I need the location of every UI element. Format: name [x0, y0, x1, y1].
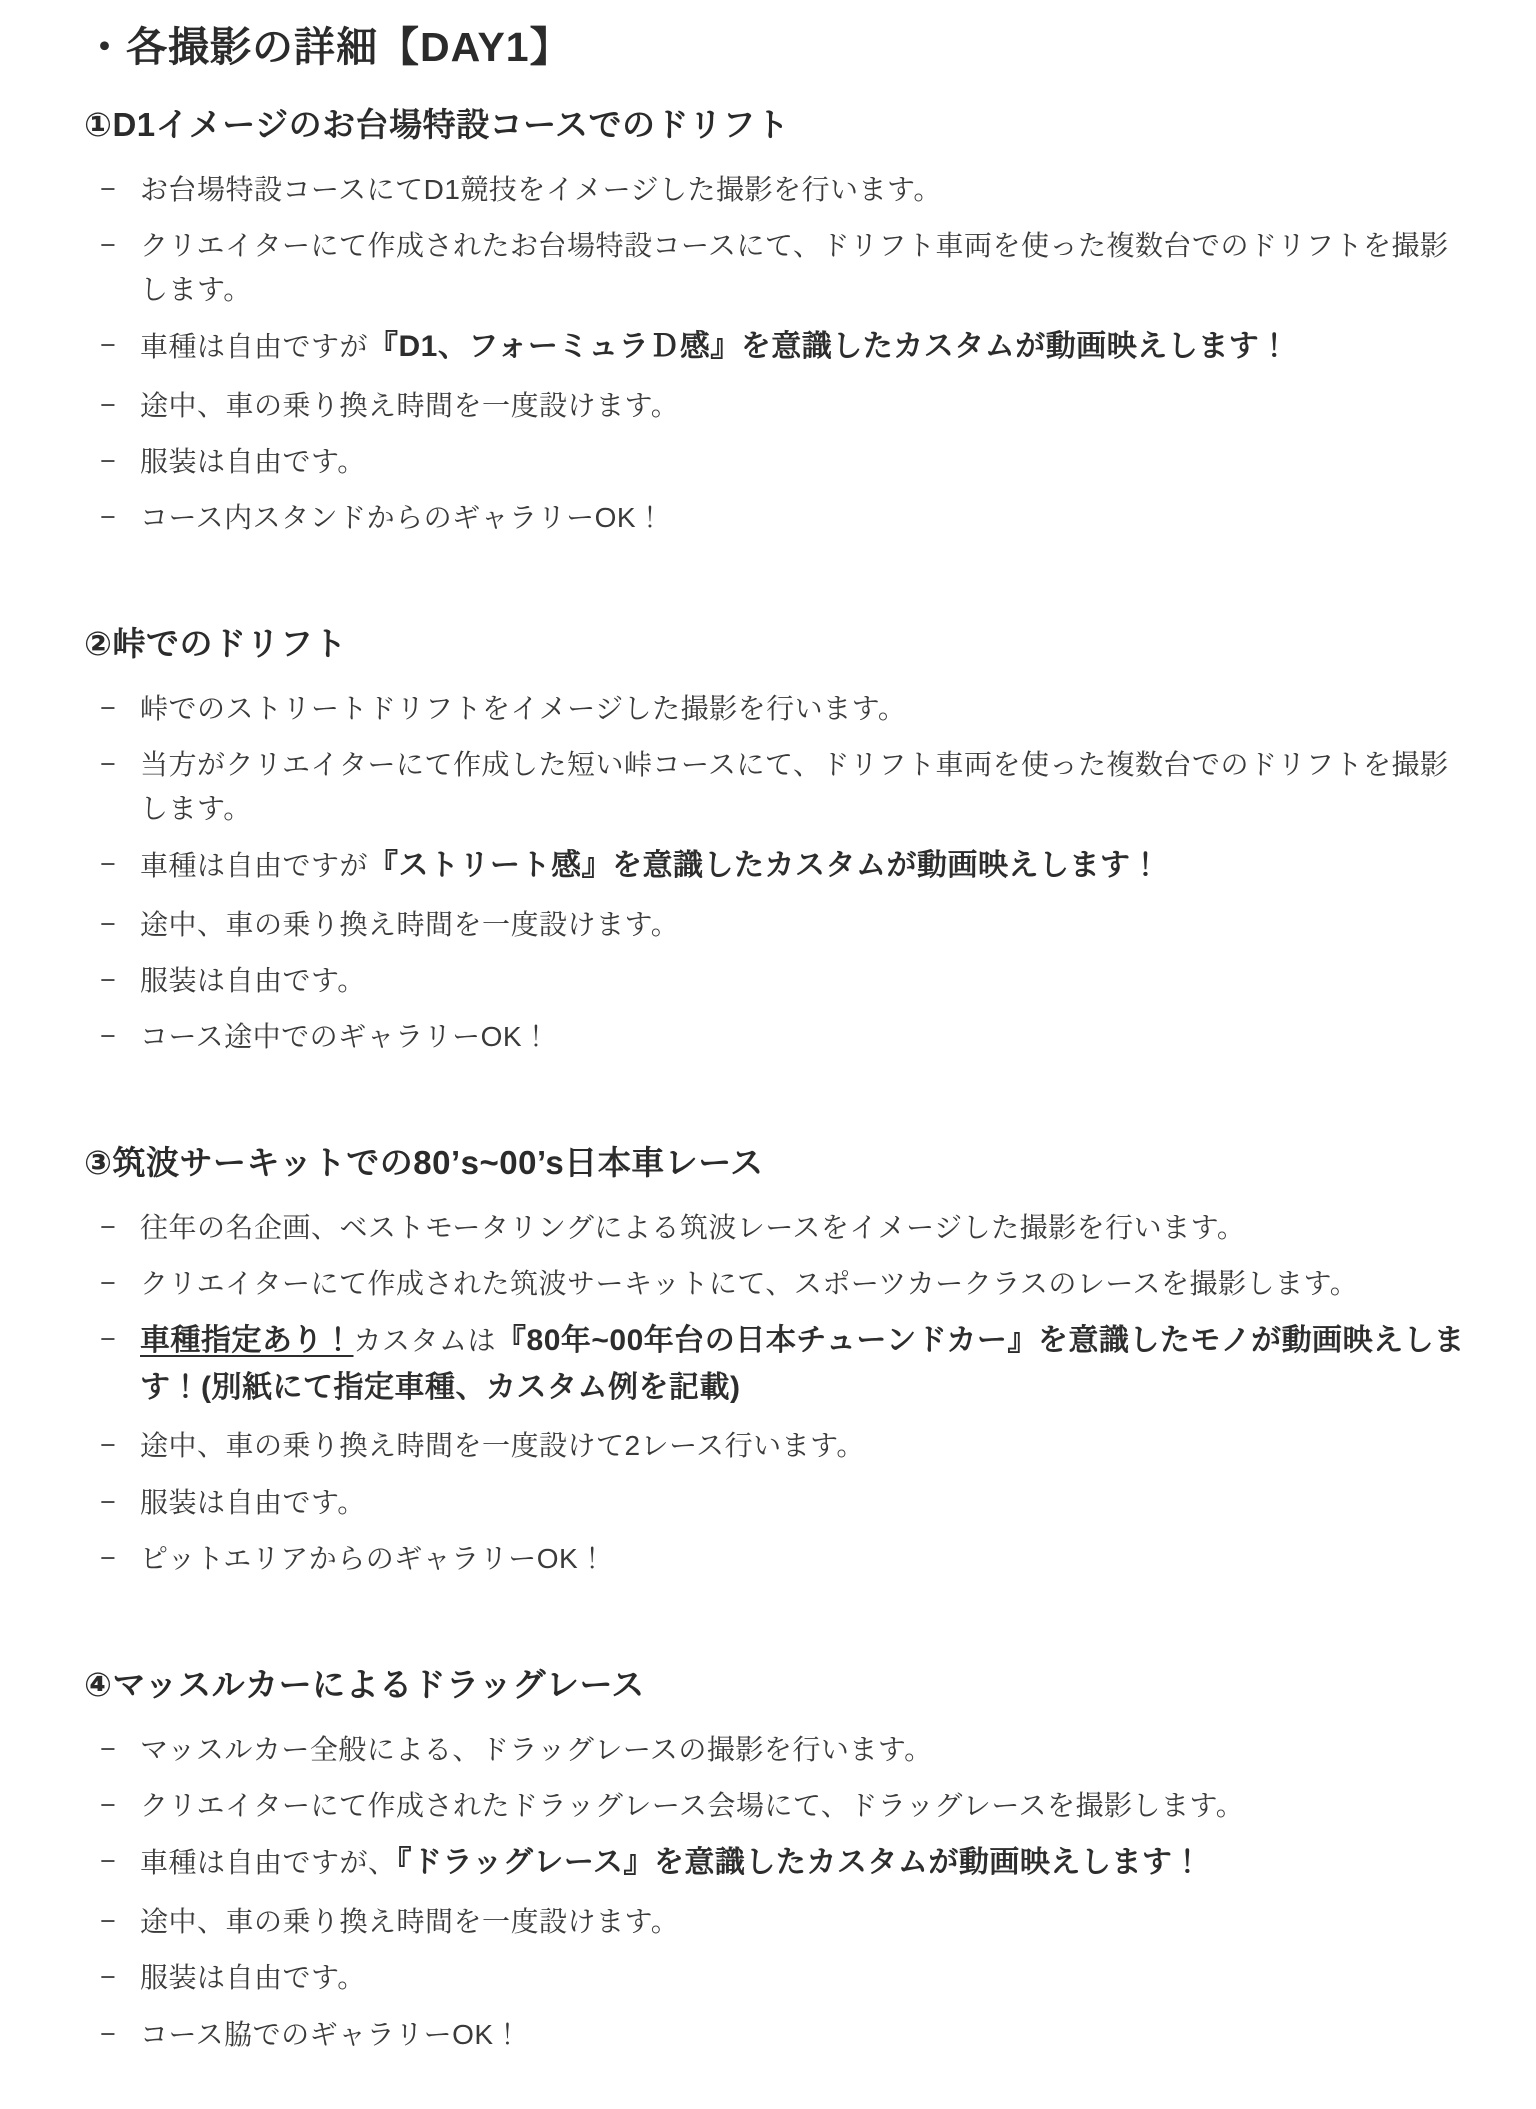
bullet-text: [140, 1318, 1472, 1411]
bullet-dash-icon: −: [100, 692, 116, 723]
list-item: [100, 1318, 1472, 1411]
bullet-text: [140, 224, 1472, 311]
bullet-dash-icon: −: [100, 1486, 116, 1517]
text-segment: コース内スタンドからのギャラリーOK！: [140, 502, 665, 534]
bullet-dash-icon: −: [100, 1733, 116, 1764]
list-item: [100, 843, 1472, 890]
bullet-dash-icon: −: [100, 1268, 116, 1299]
list-item: [100, 1728, 1472, 1771]
text-segment: クリエイターにて作成されたお台場特設コースにて、ドリフト車両を使った複数台でのドリフトを撮影します。: [140, 230, 1449, 305]
emphasis-segment: 車種指定あり！: [140, 1324, 354, 1358]
section-4: [84, 1659, 1472, 2056]
list-item: [100, 1015, 1472, 1058]
text-segment: 服装は自由です。: [140, 446, 366, 478]
text-segment: 当方がクリエイターにて作成した短い峠コースにて、ドリフト車両を使った複数台でのドリフトを撮影します。: [140, 749, 1449, 824]
bullet-dash-icon: −: [100, 908, 116, 939]
emphasis-segment: 『D1、フォーミュラＤ感』を意識したカスタムが動画映えします！: [368, 330, 1290, 364]
emphasis-segment: 『ストリート感』を意識したカスタムが動画映えします！: [368, 849, 1162, 883]
bullet-dash-icon: −: [100, 1543, 116, 1574]
list-item: [100, 2013, 1472, 2056]
emphasis-segment: 『80年~00年台の日本チューンドカー』を意識したモノが動画映えします！(別紙にて指定車種、カスタム例を記載): [140, 1324, 1465, 1404]
bullet-text: [140, 496, 1472, 539]
text-segment: 途中、車の乗り換え時間を一度設けます。: [140, 389, 680, 421]
text-segment: コース脇でのギャラリーOK！: [140, 2018, 523, 2050]
text-segment: 服装は自由です。: [140, 1962, 366, 1994]
bullet-text: [140, 168, 1472, 211]
bullet-list: [84, 1206, 1472, 1581]
bullet-text: [140, 1015, 1472, 1058]
list-item: [100, 1840, 1472, 1887]
list-item: [100, 1206, 1472, 1249]
list-item: [100, 903, 1472, 946]
bullet-text: [140, 1900, 1472, 1943]
list-item: [100, 1262, 1472, 1305]
page-title: ・各撮影の詳細【DAY1】: [84, 24, 572, 70]
bullet-dash-icon: −: [100, 502, 116, 533]
text-segment: 服装は自由です。: [140, 1486, 366, 1518]
section-2: [84, 618, 1472, 1059]
section-3: [84, 1137, 1472, 1581]
emphasis-segment: 『ドラッグレース』を意識したカスタムが動画映えします！: [396, 1846, 1203, 1880]
bullet-dash-icon: −: [100, 2018, 116, 2049]
bullet-text: [140, 843, 1472, 890]
text-segment: 途中、車の乗り換え時間を一度設けて2レース行います。: [140, 1430, 865, 1462]
section-heading: ④マッスルカーによるドラッグレース: [84, 1665, 645, 1703]
list-item: [100, 384, 1472, 427]
bullet-text: [140, 1481, 1472, 1524]
bullet-dash-icon: −: [100, 174, 116, 204]
list-item: [100, 687, 1472, 730]
text-segment: ピットエリアからのギャラリーOK！: [140, 1543, 607, 1575]
bullet-dash-icon: −: [100, 1962, 116, 1993]
bullet-dash-icon: −: [100, 1905, 116, 1936]
list-item: [100, 1784, 1472, 1827]
text-segment: 往年の名企画、ベストモータリングによる筑波レースをイメージした撮影を行います。: [140, 1211, 1246, 1243]
bullet-dash-icon: −: [100, 1211, 116, 1242]
bullet-text: [140, 2013, 1472, 2056]
text-segment: 途中、車の乗り換え時間を一度設けます。: [140, 1905, 680, 1937]
bullet-dash-icon: −: [100, 230, 116, 261]
bullet-list: [84, 168, 1472, 540]
bullet-text: [140, 324, 1472, 371]
bullet-text: [140, 1537, 1472, 1580]
section-heading: ③筑波サーキットでの80’s~00’s日本車レース: [84, 1143, 764, 1181]
list-item: [100, 1537, 1472, 1580]
section-heading: ①D1イメージのお台場特設コースでのドリフト: [84, 106, 790, 143]
bullet-text: [140, 1728, 1472, 1771]
bullet-text: [140, 959, 1472, 1002]
bullet-text: [140, 743, 1472, 830]
bullet-dash-icon: −: [100, 749, 116, 780]
text-segment: 車種は自由ですが: [140, 331, 369, 363]
text-segment: 服装は自由です。: [140, 964, 366, 996]
text-segment: 車種は自由ですが: [140, 850, 369, 882]
bullet-text: [140, 1424, 1472, 1467]
list-item: [100, 1900, 1472, 1943]
bullet-text: [140, 440, 1472, 483]
bullet-dash-icon: −: [100, 849, 116, 880]
list-item: [100, 324, 1472, 371]
bullet-dash-icon: −: [100, 1430, 116, 1461]
section-heading: ②峠でのドリフト: [84, 624, 347, 662]
bullet-text: [140, 1206, 1472, 1249]
list-item: [100, 440, 1472, 483]
text-segment: お台場特設コースにてD1競技をイメージした撮影を行います。: [140, 174, 942, 205]
bullet-text: [140, 1784, 1472, 1827]
list-item: [100, 959, 1472, 1002]
bullet-text: [140, 903, 1472, 946]
list-item: [100, 1424, 1472, 1467]
bullet-text: [140, 1956, 1472, 1999]
bullet-dash-icon: −: [100, 964, 116, 995]
text-segment: カスタムは: [353, 1325, 497, 1357]
bullet-dash-icon: −: [100, 330, 116, 361]
bullet-dash-icon: −: [100, 389, 116, 420]
text-segment: 峠でのストリートドリフトをイメージした撮影を行います。: [140, 692, 907, 724]
text-segment: コース途中でのギャラリーOK！: [140, 1021, 551, 1053]
text-segment: 車種は自由ですが、: [140, 1847, 397, 1879]
bullet-text: [140, 384, 1472, 427]
list-item: [100, 1956, 1472, 1999]
list-item: [100, 168, 1472, 211]
bullet-list: [84, 1728, 1472, 2056]
bullet-dash-icon: −: [100, 1021, 116, 1052]
bullet-text: [140, 687, 1472, 730]
bullet-dash-icon: −: [100, 446, 116, 477]
bullet-text: [140, 1840, 1472, 1887]
bullet-dash-icon: −: [100, 1324, 116, 1355]
bullet-list: [84, 687, 1472, 1059]
text-segment: クリエイターにて作成されたドラッグレース会場にて、ドラッグレースを撮影します。: [140, 1790, 1245, 1822]
list-item: [100, 224, 1472, 311]
list-item: [100, 496, 1472, 539]
list-item: [100, 743, 1472, 830]
text-segment: 途中、車の乗り換え時間を一度設けます。: [140, 908, 680, 940]
sections: [84, 99, 1472, 2056]
bullet-dash-icon: −: [100, 1790, 116, 1821]
list-item: [100, 1481, 1472, 1524]
section-1: [84, 99, 1472, 540]
bullet-dash-icon: −: [100, 1846, 116, 1877]
text-segment: クリエイターにて作成された筑波サーキットにて、スポーツカークラスのレースを撮影します。: [140, 1268, 1359, 1300]
bullet-text: [140, 1262, 1472, 1305]
text-segment: マッスルカー全般による、ドラッグレースの撮影を行います。: [140, 1733, 933, 1765]
